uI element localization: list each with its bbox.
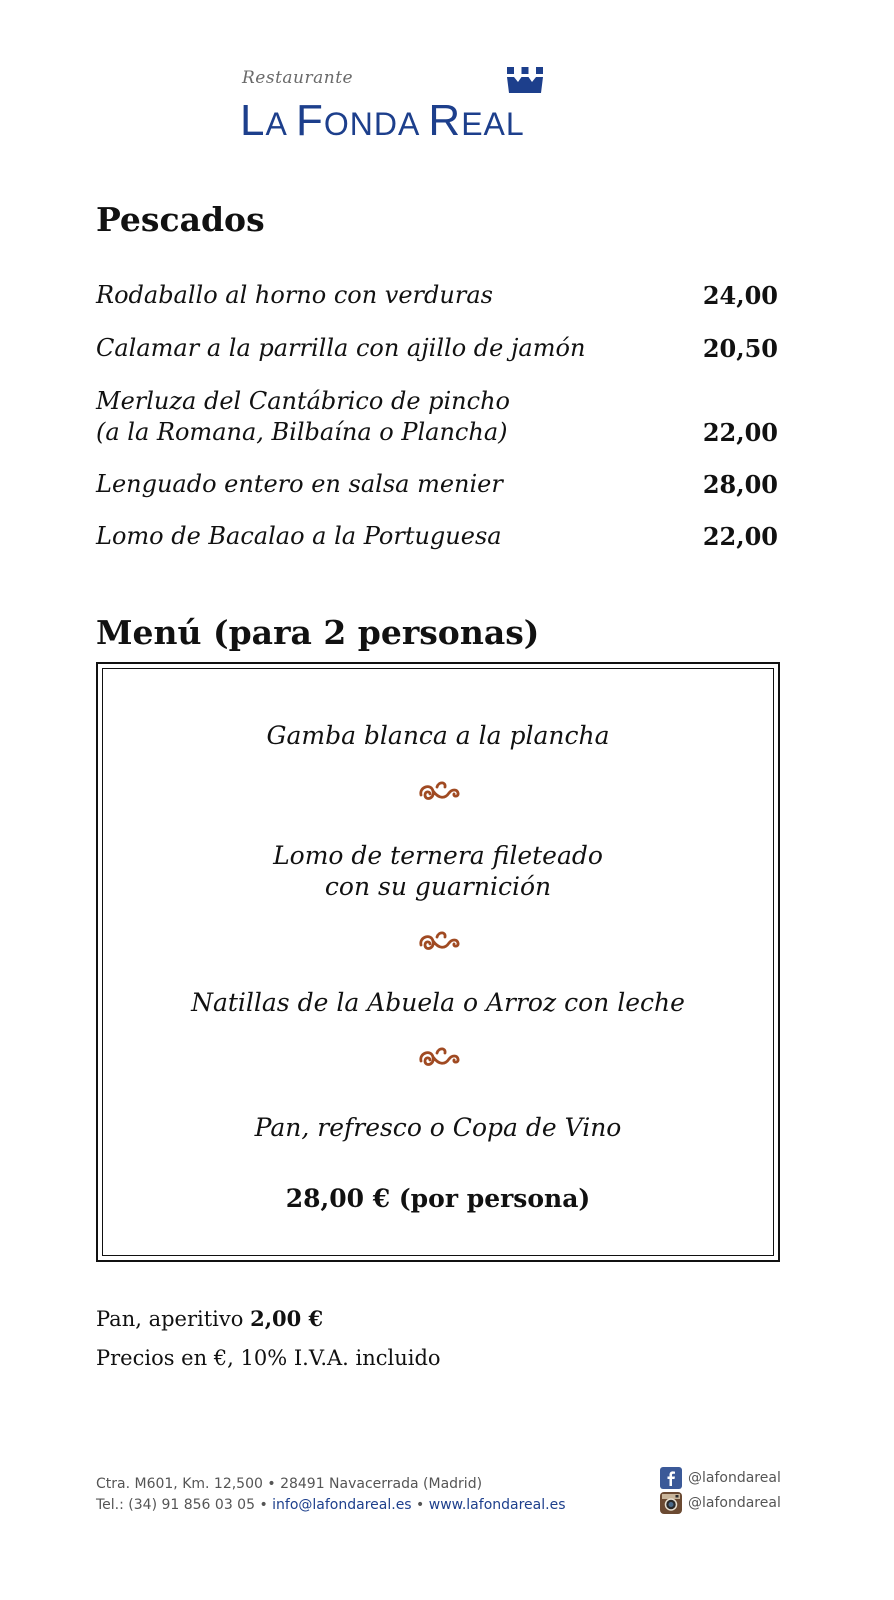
logo-wordmark: LA FONDA REAL: [240, 96, 525, 145]
menu-course-3: Natillas de la Abuela o Arroz con leche: [191, 988, 685, 1017]
email-link[interactable]: info@lafondareal.es: [272, 1497, 412, 1513]
facebook-icon: [660, 1467, 682, 1489]
facebook-handle[interactable]: @lafondareal: [660, 1467, 781, 1489]
item-price: 28,00: [702, 470, 778, 499]
item-name-line1: Merluza del Cantábrico de pincho: [96, 387, 510, 415]
item-name: Lenguado entero en salsa menier: [96, 470, 503, 498]
section-title-menu: Menú (para 2 personas): [96, 613, 540, 652]
logo-script-text: Restaurante: [242, 68, 354, 88]
menu-item: [96, 333, 778, 364]
instagram-handle[interactable]: @lafondareal: [660, 1492, 781, 1514]
menu-item: [96, 280, 778, 311]
item-price: 20,50: [702, 334, 778, 363]
item-price: 24,00: [702, 281, 778, 310]
item-name: Rodaballo al horno con verduras: [96, 281, 493, 309]
set-menu-box: [96, 662, 780, 1262]
set-menu-price: 28,00 € (por persona): [285, 1184, 591, 1213]
item-name: Calamar a la parrilla con ajillo de jamón: [96, 334, 586, 362]
menu-course-1: Gamba blanca a la plancha: [266, 721, 610, 750]
instagram-icon: [660, 1492, 682, 1514]
menu-item: [96, 469, 778, 500]
footer-contact: Tel.: (34) 91 856 03 05 • info@lafondareal.es • www.lafondareal.es: [96, 1497, 566, 1513]
menu-item: [96, 521, 778, 552]
item-price: 22,00: [702, 418, 778, 447]
bread-note: Pan, aperitivo 2,00 €: [96, 1306, 324, 1331]
item-name-line2: (a la Romana, Bilbaína o Plancha): [96, 418, 508, 446]
flourish-ornament-icon: [415, 1045, 461, 1071]
item-name: Lomo de Bacalao a la Portuguesa: [96, 522, 502, 550]
flourish-ornament-icon: [415, 779, 461, 805]
vat-note: Precios en €, 10% I.V.A. incluido: [96, 1346, 441, 1370]
menu-course-4: Pan, refresco o Copa de Vino: [254, 1113, 622, 1142]
set-menu-inner-border: [102, 668, 774, 1256]
bread-price: 2,00 €: [250, 1306, 324, 1331]
menu-course-2-line1: Lomo de ternera fileteado: [273, 841, 603, 870]
footer-address: Ctra. M601, Km. 12,500 • 28491 Navacerrada (Madrid): [96, 1476, 483, 1492]
website-link[interactable]: www.lafondareal.es: [428, 1497, 566, 1513]
menu-course-2-line2: con su guarnición: [324, 872, 552, 901]
menu-item: [96, 386, 778, 448]
item-price: 22,00: [702, 522, 778, 551]
restaurant-logo: [240, 66, 650, 146]
crown-icon: [506, 66, 544, 94]
flourish-ornament-icon: [415, 929, 461, 955]
section-title-pescados: Pescados: [96, 200, 265, 239]
